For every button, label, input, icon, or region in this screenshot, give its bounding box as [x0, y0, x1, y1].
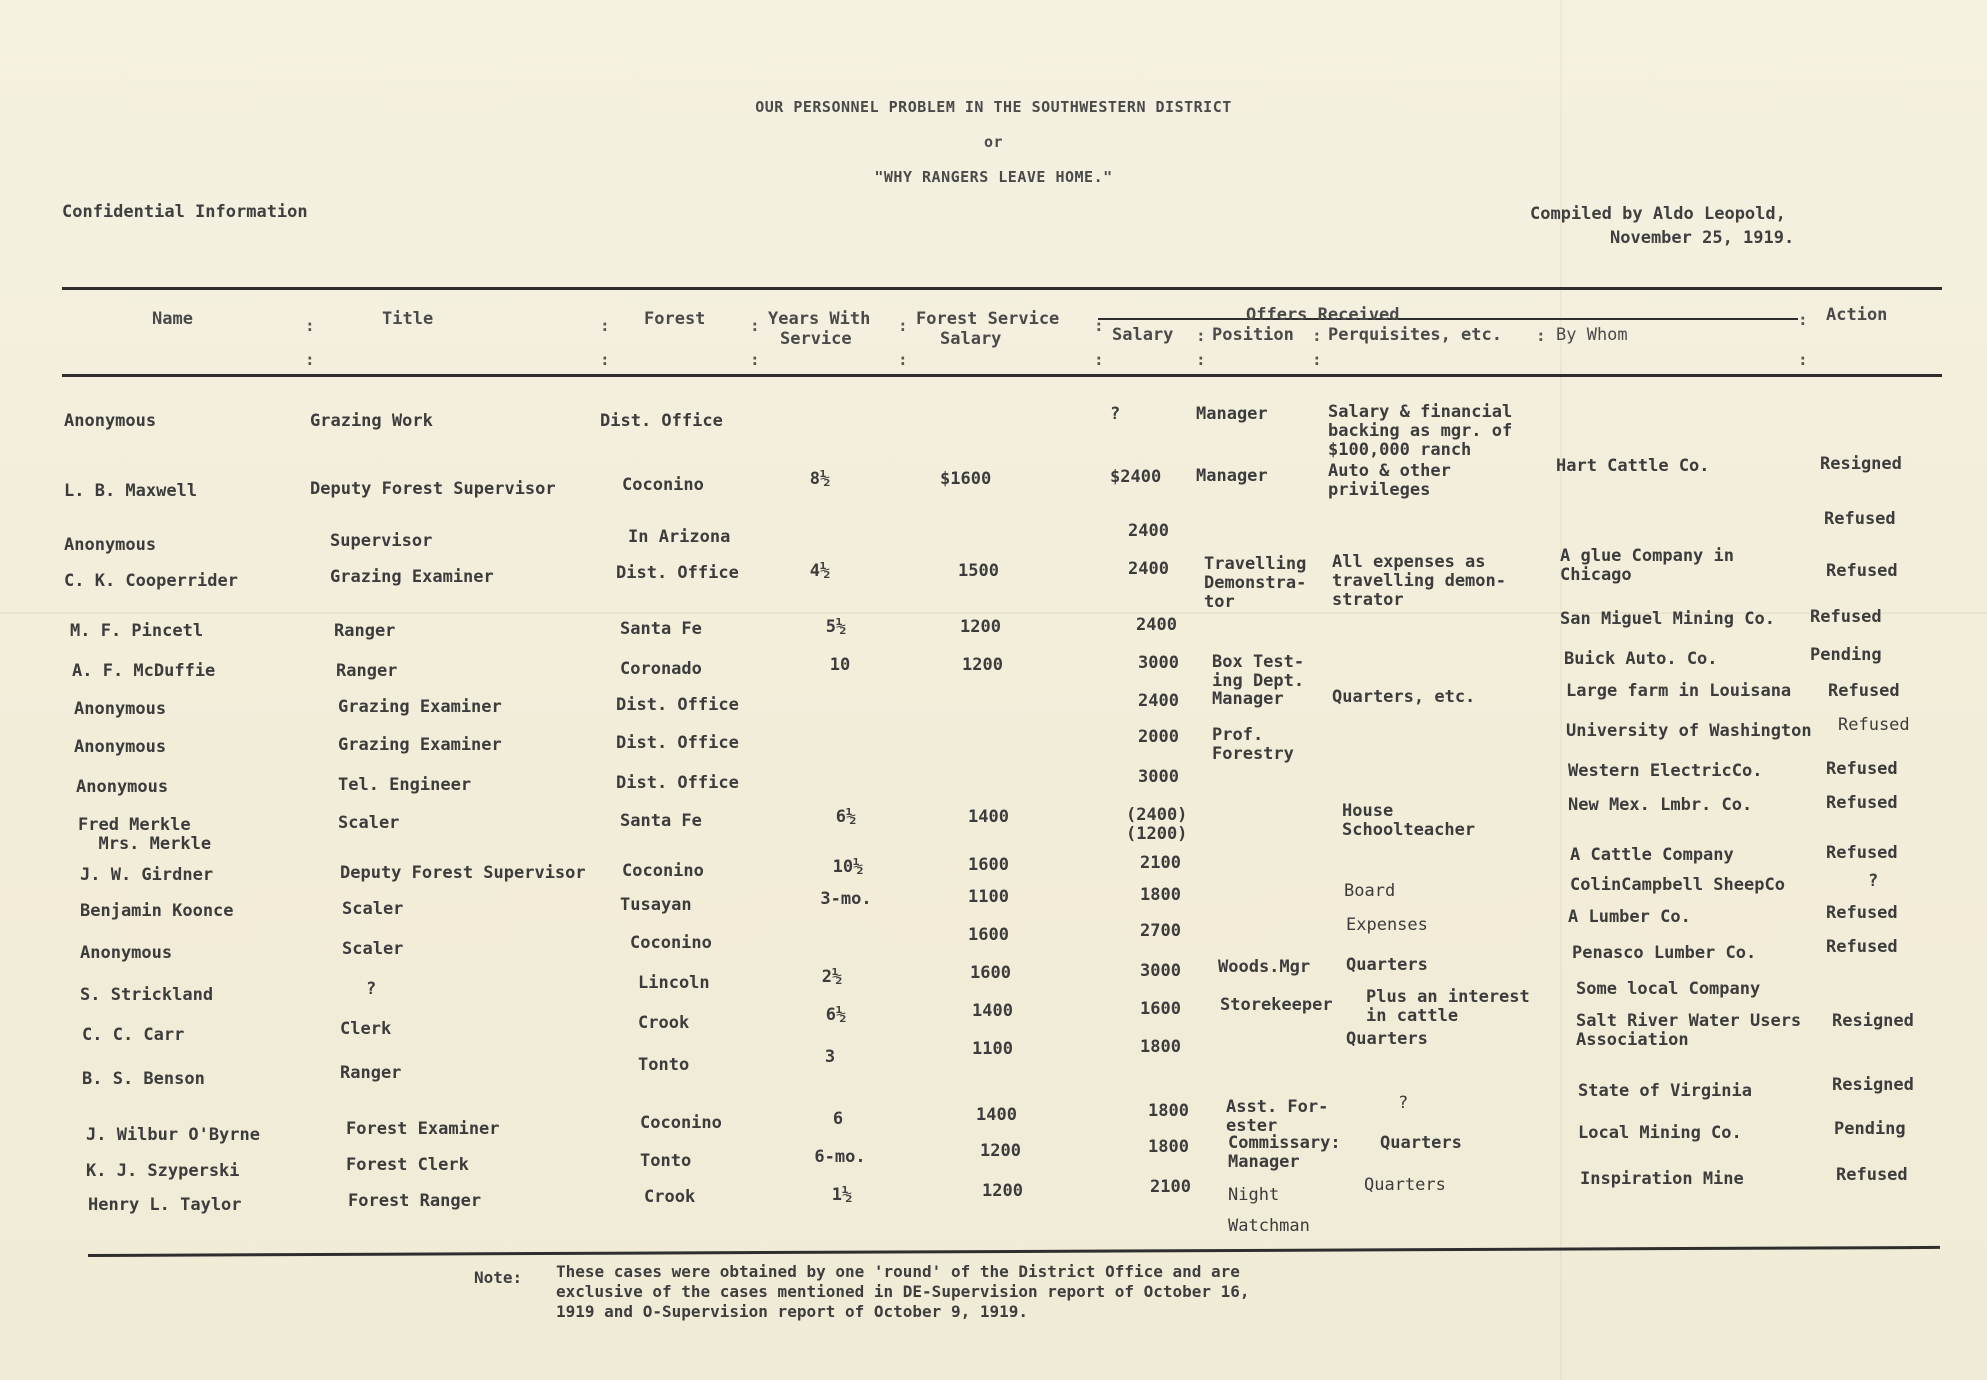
cell-forest: Crook — [644, 1187, 696, 1207]
header-fs-salary: Forest Service — [916, 309, 1060, 329]
cell-perquisites: House Schoolteacher — [1342, 801, 1476, 840]
cell-name: J. W. Girdner — [80, 865, 214, 885]
cell-action: Refused — [1826, 793, 1898, 813]
cell-title: Forest Ranger — [348, 1191, 482, 1211]
cell-action: Pending — [1810, 645, 1882, 665]
cell-offer-salary: 3000 — [1138, 767, 1179, 787]
header-by-whom: By Whom — [1556, 325, 1628, 345]
cell-fs-salary: 1600 — [970, 963, 1011, 983]
header-years: Years With — [768, 309, 871, 329]
col-separator: : — [1196, 326, 1206, 345]
cell-forest: Coconino — [622, 475, 704, 495]
cell-by-whom: A Lumber Co. — [1568, 907, 1691, 927]
cell-name: Benjamin Koonce — [80, 901, 234, 921]
cell-name: Henry L. Taylor — [88, 1195, 242, 1215]
cell-by-whom: A Cattle Company — [1570, 845, 1734, 865]
cell-title: Ranger — [334, 621, 396, 641]
cell-forest: Santa Fe — [620, 619, 702, 639]
cell-action: Refused — [1828, 681, 1900, 701]
cell-years: 8½ — [809, 469, 831, 489]
cell-action: Resigned — [1820, 454, 1902, 474]
cell-title: Tel. Engineer — [338, 775, 472, 795]
cell-by-whom: ColinCampbell SheepCo — [1570, 875, 1785, 895]
cell-name: K. J. Szyperski — [86, 1161, 240, 1181]
header-action: Action — [1826, 305, 1888, 325]
cell-offer-salary: $2400 — [1110, 467, 1162, 487]
cell-title: Ranger — [340, 1063, 402, 1083]
cell-forest: Dist. Office — [616, 695, 739, 715]
cell-by-whom: Western ElectricCo. — [1568, 761, 1763, 781]
cell-position: Manager — [1196, 466, 1268, 486]
cell-offer-salary: 1800 — [1148, 1101, 1189, 1121]
cell-by-whom: University of Washington — [1566, 721, 1812, 741]
cell-years: 6 — [832, 1109, 844, 1129]
cell-years: 10½ — [832, 857, 864, 877]
cell-name: J. Wilbur O'Byrne — [86, 1125, 260, 1145]
cell-title: Grazing Work — [310, 411, 433, 431]
cell-by-whom: Some local Company — [1576, 979, 1761, 999]
cell-title: Forest Clerk — [346, 1155, 469, 1175]
cell-years: 6½ — [825, 1005, 847, 1025]
header-forest: Forest — [644, 309, 706, 329]
col-separator: : — [750, 316, 760, 335]
cell-by-whom: Buick Auto. Co. — [1564, 649, 1718, 669]
cell-forest: Coconino — [630, 933, 712, 953]
cell-forest: Dist. Office — [600, 411, 723, 431]
cell-name: L. B. Maxwell — [64, 481, 198, 501]
cell-action: Resigned — [1832, 1075, 1914, 1095]
cell-name: C. K. Cooperrider — [64, 571, 238, 591]
cell-perquisites: Quarters — [1346, 955, 1428, 975]
cell-name: S. Strickland — [80, 985, 214, 1005]
cell-title: Deputy Forest Supervisor — [310, 479, 556, 499]
header-offers: Offers Received — [1246, 305, 1400, 325]
cell-name: Anonymous — [74, 737, 167, 757]
cell-by-whom: Penasco Lumber Co. — [1572, 943, 1757, 963]
cell-title: ? — [366, 979, 377, 999]
cell-by-whom: San Miguel Mining Co. — [1560, 609, 1775, 629]
cell-offer-salary: 2700 — [1140, 921, 1181, 941]
cell-forest: Dist. Office — [616, 563, 739, 583]
cell-offer-salary: 1800 — [1140, 885, 1181, 905]
cell-fs-salary: 1600 — [968, 925, 1009, 945]
cell-forest: Santa Fe — [620, 811, 702, 831]
cell-action: Pending — [1834, 1119, 1906, 1139]
cell-forest: In Arizona — [628, 527, 731, 547]
cell-forest: Dist. Office — [616, 773, 739, 793]
cell-title: Forest Examiner — [346, 1119, 500, 1139]
cell-fs-salary: 1200 — [962, 655, 1003, 675]
cell-action: ? — [1868, 871, 1879, 891]
header-years-2: Service — [780, 329, 852, 349]
cell-title: Ranger — [336, 661, 398, 681]
cell-name: M. F. Pincetl — [70, 621, 204, 641]
cell-years: 6½ — [835, 807, 857, 827]
cell-by-whom: New Mex. Lmbr. Co. — [1568, 795, 1753, 815]
cell-name: Anonymous — [76, 777, 169, 797]
col-separator: : — [1094, 350, 1104, 369]
cell-action: Refused — [1838, 715, 1910, 735]
cell-years: 3-mo. — [820, 889, 872, 909]
cell-action: Refused — [1810, 607, 1882, 627]
cell-by-whom: Inspiration Mine — [1580, 1169, 1744, 1189]
cell-forest: Tusayan — [620, 895, 692, 915]
cell-action: Refused — [1824, 509, 1896, 529]
cell-years: 4½ — [809, 561, 831, 581]
cell-name: Anonymous — [80, 943, 173, 963]
cell-by-whom: State of Virginia — [1578, 1081, 1752, 1101]
cell-by-whom: Large farm in Louisana — [1566, 681, 1792, 701]
cell-perquisites: Quarters — [1380, 1133, 1462, 1153]
cell-perquisites: Expenses — [1346, 915, 1428, 935]
cell-fs-salary: 1200 — [982, 1181, 1023, 1201]
cell-years: 10 — [829, 655, 851, 675]
cell-offer-salary: 3000 — [1140, 961, 1181, 981]
cell-name: Anonymous — [64, 535, 157, 555]
cell-perquisites: Auto & other privileges — [1328, 461, 1451, 500]
compiled-date: November 25, 1919. — [1610, 228, 1795, 248]
cell-forest: Coconino — [640, 1113, 722, 1133]
cell-perquisites: ? — [1398, 1093, 1409, 1113]
cell-by-whom: Hart Cattle Co. — [1556, 456, 1710, 476]
cell-offer-salary: ? — [1110, 404, 1121, 424]
note-label: Note: — [474, 1268, 523, 1287]
cell-name: C. C. Carr — [82, 1025, 185, 1045]
doc-title-or: or — [983, 133, 1004, 151]
cell-position: Prof. Forestry — [1212, 725, 1294, 764]
cell-years: 6-mo. — [814, 1147, 866, 1167]
cell-position: Manager — [1196, 404, 1268, 424]
cell-forest: Crook — [638, 1013, 690, 1033]
cell-offer-salary: 2100 — [1140, 853, 1181, 873]
cell-title: Clerk — [340, 1019, 392, 1039]
cell-perquisites: Quarters — [1346, 1029, 1428, 1049]
cell-forest: Lincoln — [638, 973, 710, 993]
doc-title: OUR PERSONNEL PROBLEM IN THE SOUTHWESTERN DISTRICT — [755, 98, 1232, 116]
cell-title: Scaler — [342, 939, 404, 959]
cell-forest: Dist. Office — [616, 733, 739, 753]
cell-position: Woods.Mgr — [1218, 957, 1311, 977]
header-fs-salary-2: Salary — [940, 329, 1002, 349]
cell-name: B. S. Benson — [82, 1069, 205, 1089]
cell-fs-salary: 1400 — [968, 807, 1009, 827]
cell-position: Manager — [1212, 689, 1284, 709]
cell-action: Refused — [1826, 561, 1898, 581]
cell-name: Anonymous — [64, 411, 157, 431]
cell-action: Refused — [1826, 759, 1898, 779]
compiled-by: Compiled by Aldo Leopold, — [1530, 204, 1786, 224]
cell-position: Travelling Demonstra- tor — [1204, 554, 1307, 612]
col-separator: : — [898, 350, 908, 369]
table-bottom-rule — [88, 1246, 1940, 1257]
header-offer-salary: Salary — [1112, 325, 1174, 345]
col-separator: : — [750, 350, 760, 369]
cell-years: 5½ — [825, 617, 847, 637]
cell-name: Anonymous — [74, 699, 167, 719]
cell-action: Refused — [1826, 903, 1898, 923]
cell-fs-salary: 1500 — [958, 561, 999, 581]
cell-offer-salary: 1600 — [1140, 999, 1181, 1019]
cell-forest: Coronado — [620, 659, 702, 679]
cell-perquisites: Quarters, etc. — [1332, 687, 1476, 707]
cell-name: A. F. McDuffie — [72, 661, 216, 681]
cell-by-whom: A glue Company in Chicago — [1560, 546, 1734, 585]
col-separator: : — [305, 316, 315, 335]
cell-offer-salary: 1800 — [1140, 1037, 1181, 1057]
col-separator: : — [1196, 350, 1206, 369]
cell-perquisites: Quarters — [1364, 1175, 1446, 1195]
cell-forest: Tonto — [640, 1151, 692, 1171]
cell-offer-salary: 2400 — [1136, 615, 1177, 635]
cell-action: Refused — [1826, 843, 1898, 863]
col-separator: : — [1312, 350, 1322, 369]
cell-action: Resigned — [1832, 1011, 1914, 1031]
doc-subtitle: "WHY RANGERS LEAVE HOME." — [874, 168, 1113, 186]
cell-offer-salary: 2100 — [1150, 1177, 1191, 1197]
cell-offer-salary: 1800 — [1148, 1137, 1189, 1157]
cell-title: Scaler — [342, 899, 404, 919]
cell-title: Grazing Examiner — [338, 735, 502, 755]
cell-position: Night Watchman — [1228, 1185, 1310, 1236]
cell-fs-salary: 1600 — [968, 855, 1009, 875]
cell-offer-salary: (2400) (1200) — [1126, 805, 1188, 844]
cell-perquisites: All expenses as travelling demon- strator — [1332, 552, 1506, 610]
cell-position: Storekeeper — [1220, 995, 1333, 1015]
cell-title: Grazing Examiner — [338, 697, 502, 717]
cell-fs-salary: 1100 — [968, 887, 1009, 907]
cell-offer-salary: 2400 — [1128, 521, 1169, 541]
cell-fs-salary: 1200 — [980, 1141, 1021, 1161]
cell-name: Fred Merkle Mrs. Merkle — [78, 815, 212, 854]
header-position: Position — [1212, 325, 1294, 345]
cell-by-whom: Salt River Water Users Association — [1576, 1011, 1802, 1050]
col-separator: : — [1798, 310, 1808, 329]
col-separator: : — [1798, 350, 1808, 369]
cell-position: Asst. For- ester — [1226, 1097, 1329, 1136]
col-separator: : — [600, 316, 610, 335]
col-separator: : — [1094, 316, 1104, 335]
cell-title: Deputy Forest Supervisor — [340, 863, 586, 883]
cell-action: Refused — [1826, 937, 1898, 957]
col-separator: : — [305, 350, 315, 369]
cell-years: 1½ — [831, 1185, 853, 1205]
header-title: Title — [382, 309, 434, 329]
cell-years: 3 — [824, 1047, 836, 1067]
cell-offer-salary: 2400 — [1128, 559, 1169, 579]
cell-offer-salary: 2000 — [1138, 727, 1179, 747]
cell-forest: Tonto — [638, 1055, 690, 1075]
cell-title: Grazing Examiner — [330, 567, 494, 587]
cell-forest: Coconino — [622, 861, 704, 881]
col-separator: : — [1312, 326, 1322, 345]
cell-perquisites: Salary & financial backing as mgr. of $100,000 ranch — [1328, 402, 1513, 460]
cell-perquisites: Plus an interest in cattle — [1366, 987, 1530, 1026]
cell-title: Scaler — [338, 813, 400, 833]
cell-position: Box Test- ing Dept. — [1212, 652, 1305, 691]
cell-by-whom: Local Mining Co. — [1578, 1123, 1742, 1143]
cell-fs-salary: 1400 — [976, 1105, 1017, 1125]
cell-fs-salary: 1100 — [972, 1039, 1013, 1059]
cell-offer-salary: 3000 — [1138, 653, 1179, 673]
col-separator: : — [600, 350, 610, 369]
cell-fs-salary: 1400 — [972, 1001, 1013, 1021]
cell-offer-salary: 2400 — [1138, 691, 1179, 711]
cell-title: Supervisor — [330, 531, 433, 551]
col-separator: : — [1536, 326, 1546, 345]
cell-fs-salary: 1200 — [960, 617, 1001, 637]
cell-position: Commissary: Manager — [1228, 1133, 1341, 1172]
cell-perquisites: Board — [1344, 881, 1396, 901]
header-name: Name — [152, 309, 193, 329]
cell-action: Refused — [1836, 1165, 1908, 1185]
offers-underline — [1098, 318, 1798, 320]
cell-years: 2½ — [821, 967, 843, 987]
header-perquisites: Perquisites, etc. — [1328, 325, 1502, 345]
cell-fs-salary: $1600 — [940, 469, 992, 489]
note-text: These cases were obtained by one 'round' of the District Office and are exclusive of the cases mentioned in DE-Supervision report of October 16, 1919 and O-Supervision report of October 9, 1919. — [556, 1262, 1250, 1321]
header-bottom-rule — [62, 374, 1942, 377]
col-separator: : — [898, 316, 908, 335]
confidential-label: Confidential Information — [62, 202, 308, 222]
header-top-rule — [62, 287, 1942, 290]
